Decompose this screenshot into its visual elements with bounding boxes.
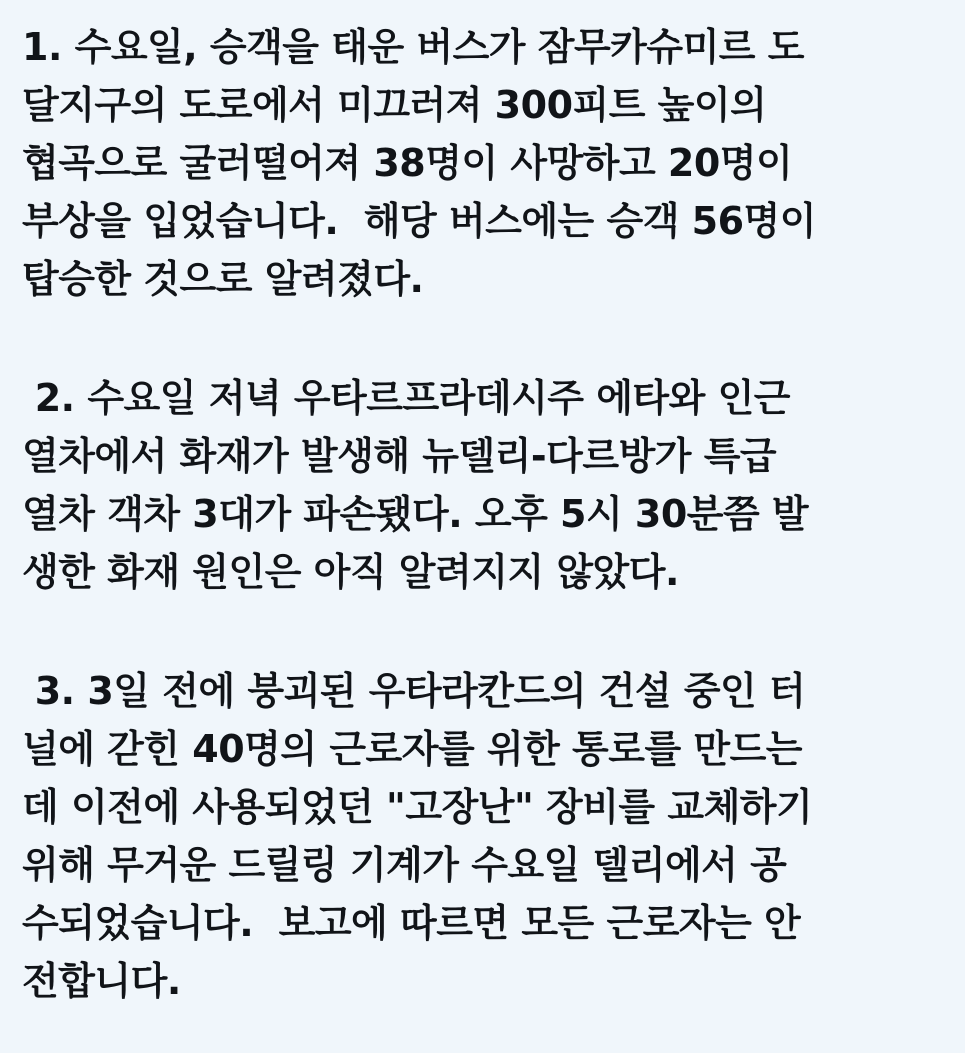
text-line: 수되었습니다. 보고에 따르면 모든 근로자는 안 xyxy=(22,901,801,945)
text-line: 탑승한 것으로 알려졌다. xyxy=(22,257,424,301)
text-line: 위해 무거운 드릴링 기계가 수요일 델리에서 공 xyxy=(22,843,787,887)
text-line: 1. 수요일, 승객을 태운 버스가 잠무카슈미르 도 xyxy=(22,25,804,69)
text-line: 3. 3일 전에 붕괴된 우타라칸드의 건설 중인 터 xyxy=(22,669,806,713)
news-item-1 xyxy=(22,18,965,308)
text-line: 달지구의 도로에서 미끄러져 300피트 높이의 xyxy=(22,83,767,127)
text-line: 부상을 입었습니다. 해당 버스에는 승객 56명이 xyxy=(22,199,816,243)
news-item-2 xyxy=(22,369,965,601)
text-line: 생한 화재 원인은 아직 알려지지 않았다. xyxy=(22,550,679,594)
text-line: 2. 수요일 저녁 우타르프라데시주 에타와 인근 xyxy=(22,376,790,420)
text-line: 널에 갇힌 40명의 근로자를 위한 통로를 만드는 xyxy=(22,727,803,771)
news-item-3 xyxy=(22,662,965,1010)
text-line: 데 이전에 사용되었던 "고장난" 장비를 교체하기 xyxy=(22,785,813,829)
text-line: 협곡으로 굴러떨어져 38명이 사망하고 20명이 xyxy=(22,141,793,185)
text-line: 전합니다. xyxy=(22,959,181,1003)
text-line: 열차 객차 3대가 파손됐다. 오후 5시 30분쯤 발 xyxy=(22,492,809,536)
text-line: 열차에서 화재가 발생해 뉴델리-다르방가 특급 xyxy=(22,434,777,478)
